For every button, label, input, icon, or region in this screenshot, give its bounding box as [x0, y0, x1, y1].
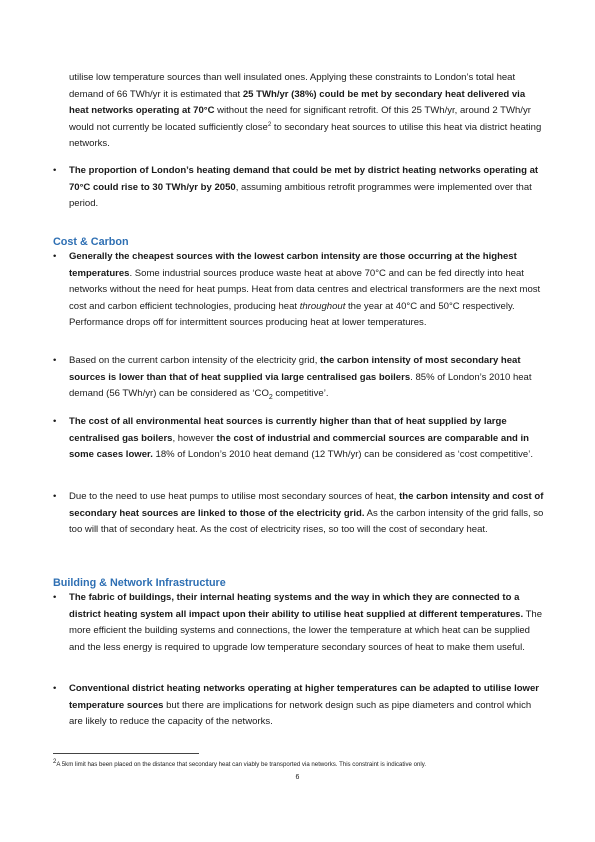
text-run: the year at 40°C and 50°C respectively. Performance drops off for intermittent sources producing heat at lower temperatures. [69, 300, 515, 329]
section-heading-building-network: Building & Network Infrastructure [53, 577, 226, 589]
bold-run: The fabric of buildings, their internal heating systems and the way in which they are connected to a district heating system all impact upon their ability to utilise heat supplied at different temperatures. [69, 592, 524, 620]
bullet-proportion [53, 163, 545, 213]
bullet-marker: • [53, 355, 57, 366]
bold-run: the cost of industrial and commercial sources are comparable and in some cases lower. [69, 432, 530, 461]
text-run: . Some industrial sources produce waste heat at above 70°C and can be fed directly into heat networks without the need for heat pumps. Heat from data centres and electrical transformers are the next most cost and carbon efficient technologies, producing heat [69, 267, 541, 312]
footnote-number: 2 [53, 758, 57, 765]
footnote-text: A 5km limit has been placed on the distance that secondary heat can viably be transported via networks. This constraint is indicative only. [56, 761, 427, 768]
text-run: , assuming ambitious retrofit programmes were implemented over that period. [69, 181, 532, 210]
text-run: The more efficient the building systems and connections, the lower the temperature at which heat can be supplied and the less energy is required to upgrade low temperature secondary sources of heat to make them useful. [69, 608, 543, 653]
bullet-building-fabric [53, 590, 545, 656]
footnote-divider [53, 753, 199, 754]
text-run: 18% of London’s 2010 heat demand (12 TWh/yr) can be considered as ‘cost competitive’. [152, 449, 534, 461]
text-run: utilise low temperature sources than well insulated ones. Applying these constraints to London’s total heat demand of 66 TWh/yr it is estimated that [69, 72, 516, 100]
bullet-cost-environmental [53, 414, 545, 464]
intro-paragraph [69, 70, 544, 153]
section-heading-cost-carbon: Cost & Carbon [53, 236, 129, 248]
footnote-ref[interactable]: 2 [267, 121, 272, 128]
text-run: to secondary heat sources to utilise this heat via district heating networks. [69, 121, 542, 150]
footnote [53, 760, 553, 769]
text-run: without the need for significant retrofit. Of this 25 TWh/yr, around 2 TWh/yr would not currently be located sufficiently close [69, 105, 531, 133]
bullet-heat-pumps [53, 489, 545, 539]
text-run: , however [172, 432, 217, 444]
bold-run: The cost of all environmental heat sources is currently higher than that of heat supplied by large centralised gas boilers [69, 416, 507, 444]
subscript: 2 [268, 394, 273, 402]
italic-run: throughout [299, 300, 346, 312]
bold-run: 25 TWh/yr (38%) could be met by secondary heat delivered via heat networks operating at 70°C [69, 88, 526, 117]
bullet-conventional-networks [53, 681, 545, 731]
bullet-carbon-intensity [53, 353, 545, 403]
text-run: competitive’. [272, 388, 329, 400]
page-number: 6 [295, 774, 300, 781]
text-run: Based on the current carbon intensity of the electricity grid, [69, 355, 321, 366]
text-run: but there are implications for network design such as pipe diameters and control which are likely to reduce the capacity of the networks. [69, 699, 532, 728]
bold-run: The proportion of London’s heating demand that could be met by district heating networks operating at 70°C could rise to 30 TWh/yr by 2050 [69, 165, 539, 193]
bold-run: the carbon intensity and cost of secondary heat sources are linked to those of the electricity grid. [69, 491, 544, 519]
bullet-marker: • [53, 491, 57, 502]
bullet-marker: • [53, 592, 57, 603]
bullet-marker: • [53, 683, 57, 694]
bullet-marker: • [53, 251, 57, 262]
bold-run: Conventional district heating networks operating at higher temperatures can be adapted to utilise lower temperature sources [69, 683, 540, 711]
bullet-marker: • [53, 416, 57, 427]
bold-run: Generally the cheapest sources with the lowest carbon intensity are those occurring at the highest temperatures [69, 251, 517, 279]
bullet-cheapest-sources [53, 249, 545, 332]
bullet-marker: • [53, 165, 57, 176]
text-run: . 85% of London’s 2010 heat demand (56 TWh/yr) can be considered as ‘CO [69, 371, 532, 400]
bold-run: the carbon intensity of most secondary heat sources is lower than that of heat supplied via large centralised gas boilers [69, 355, 521, 383]
text-run: Due to the need to use heat pumps to utilise most secondary sources of heat, [69, 491, 400, 502]
text-run: As the carbon intensity of the grid falls, so too will that of secondary heat. As the cost of electricity rises, so too will the cost of secondary heat. [69, 507, 544, 536]
